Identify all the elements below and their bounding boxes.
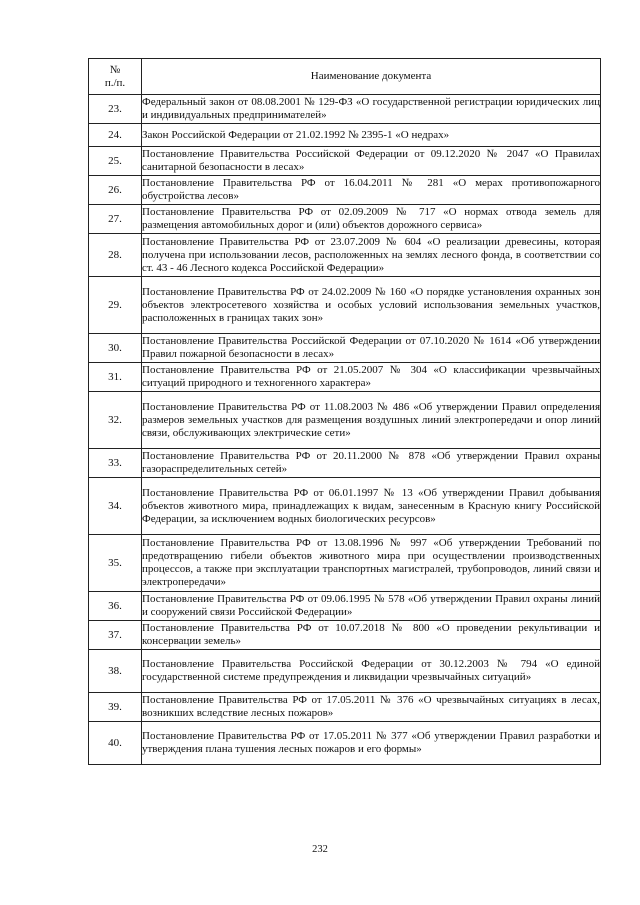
row-number: 38. xyxy=(89,650,142,693)
table-row xyxy=(89,693,601,722)
table-row xyxy=(89,392,601,449)
document-title: Постановление Правительства РФ от 02.09.2009 № 717 «О нормах отвода земель для размещения автомобильных дорог и (или) объектов дорожного сервиса» xyxy=(142,205,601,234)
row-number: 25. xyxy=(89,147,142,176)
row-number: 26. xyxy=(89,176,142,205)
row-number: 35. xyxy=(89,535,142,592)
table-row xyxy=(89,277,601,334)
table-row xyxy=(89,334,601,363)
row-number: 40. xyxy=(89,722,142,765)
table-header-row xyxy=(89,59,601,95)
documents-table xyxy=(88,58,601,765)
row-number: 33. xyxy=(89,449,142,478)
table-row xyxy=(89,147,601,176)
table-row xyxy=(89,234,601,277)
document-title: Постановление Правительства РФ от 17.05.2011 № 377 «Об утверждении Правил разработки и утверждения плана тушения лесных пожаров и его формы» xyxy=(142,722,601,765)
document-title: Постановление Правительства РФ от 09.06.1995 № 578 «Об утверждении Правил охраны линий и сооружений связи Российской Федерации» xyxy=(142,592,601,621)
row-number: 30. xyxy=(89,334,142,363)
document-title: Постановление Правительства РФ от 11.08.2003 № 486 «Об утверждении Правил определения размеров земельных участков для размещения воздушных линий электропередачи и опор линий связи, обслуживающих электрические сети» xyxy=(142,392,601,449)
table-row xyxy=(89,535,601,592)
document-title: Постановление Правительства РФ от 13.08.1996 № 997 «Об утверждении Требований по предотвращению гибели объектов животного мира при осуществлении производственных процессов, а также при эксплуатации транспортных магистралей, трубопроводов, линий связи и электропередачи» xyxy=(142,535,601,592)
number-header-line-2: п./п. xyxy=(104,76,126,89)
document-title: Постановление Правительства РФ от 23.07.2009 № 604 «О реализации древесины, которая получена при использовании лесов, расположенных на землях лесного фонда, в соответствии со ст. 43 - 46 Лесного кодекса Российской Федерации» xyxy=(142,234,601,277)
table-row xyxy=(89,176,601,205)
table-row xyxy=(89,592,601,621)
table-row xyxy=(89,449,601,478)
document-title: Постановление Правительства Российской Федерации от 07.10.2020 № 1614 «Об утверждении Правил пожарной безопасности в лесах» xyxy=(142,334,601,363)
row-number: 34. xyxy=(89,478,142,535)
row-number: 24. xyxy=(89,124,142,147)
document-title: Постановление Правительства РФ от 24.02.2009 № 160 «О порядке установления охранных зон объектов электросетевого хозяйства и особых условий использования земельных участков, расположенных в границах таких зон» xyxy=(142,277,601,334)
document-title: Постановление Правительства РФ от 06.01.1997 № 13 «Об утверждении Правил добывания объектов животного мира, принадлежащих к видам, занесенным в Красную книгу Российской Федерации, за исключением водных биологических ресурсов» xyxy=(142,478,601,535)
row-number: 23. xyxy=(89,95,142,124)
table-row xyxy=(89,124,601,147)
table-row xyxy=(89,621,601,650)
row-number: 27. xyxy=(89,205,142,234)
table-row xyxy=(89,95,601,124)
table-row xyxy=(89,205,601,234)
row-number: 37. xyxy=(89,621,142,650)
document-title: Закон Российской Федерации от 21.02.1992 № 2395-1 «О недрах» xyxy=(142,124,601,147)
document-title: Постановление Правительства РФ от 16.04.2011 № 281 «О мерах противопожарного обустройства лесов» xyxy=(142,176,601,205)
row-number: 39. xyxy=(89,693,142,722)
table-row xyxy=(89,478,601,535)
number-column-header xyxy=(89,59,142,95)
document-title: Постановление Правительства РФ от 10.07.2018 № 800 «О проведении рекультивации и консервации земель» xyxy=(142,621,601,650)
document-title: Постановление Правительства Российской Федерации от 30.12.2003 № 794 «О единой государственной системе предупреждения и ликвидации чрезвычайных ситуаций» xyxy=(142,650,601,693)
name-column-header: Наименование документа xyxy=(142,59,601,95)
row-number: 28. xyxy=(89,234,142,277)
document-title: Постановление Правительства Российской Федерации от 09.12.2020 № 2047 «О Правилах санитарной безопасности в лесах» xyxy=(142,147,601,176)
document-title: Федеральный закон от 08.08.2001 № 129-ФЗ «О государственной регистрации юридических лиц и индивидуальных предпринимателей» xyxy=(142,95,601,124)
document-title: Постановление Правительства РФ от 21.05.2007 № 304 «О классификации чрезвычайных ситуаций природного и техногенного характера» xyxy=(142,363,601,392)
page-number: 232 xyxy=(312,844,328,855)
row-number: 32. xyxy=(89,392,142,449)
row-number: 36. xyxy=(89,592,142,621)
number-header-line-1: № xyxy=(109,63,121,76)
table-row xyxy=(89,722,601,765)
document-title: Постановление Правительства РФ от 20.11.2000 № 878 «Об утверждении Правил охраны газораспределительных сетей» xyxy=(142,449,601,478)
document-title: Постановление Правительства РФ от 17.05.2011 № 376 «О чрезвычайных ситуациях в лесах, возникших вследствие лесных пожаров» xyxy=(142,693,601,722)
row-number: 31. xyxy=(89,363,142,392)
table-row xyxy=(89,363,601,392)
table-row xyxy=(89,650,601,693)
row-number: 29. xyxy=(89,277,142,334)
